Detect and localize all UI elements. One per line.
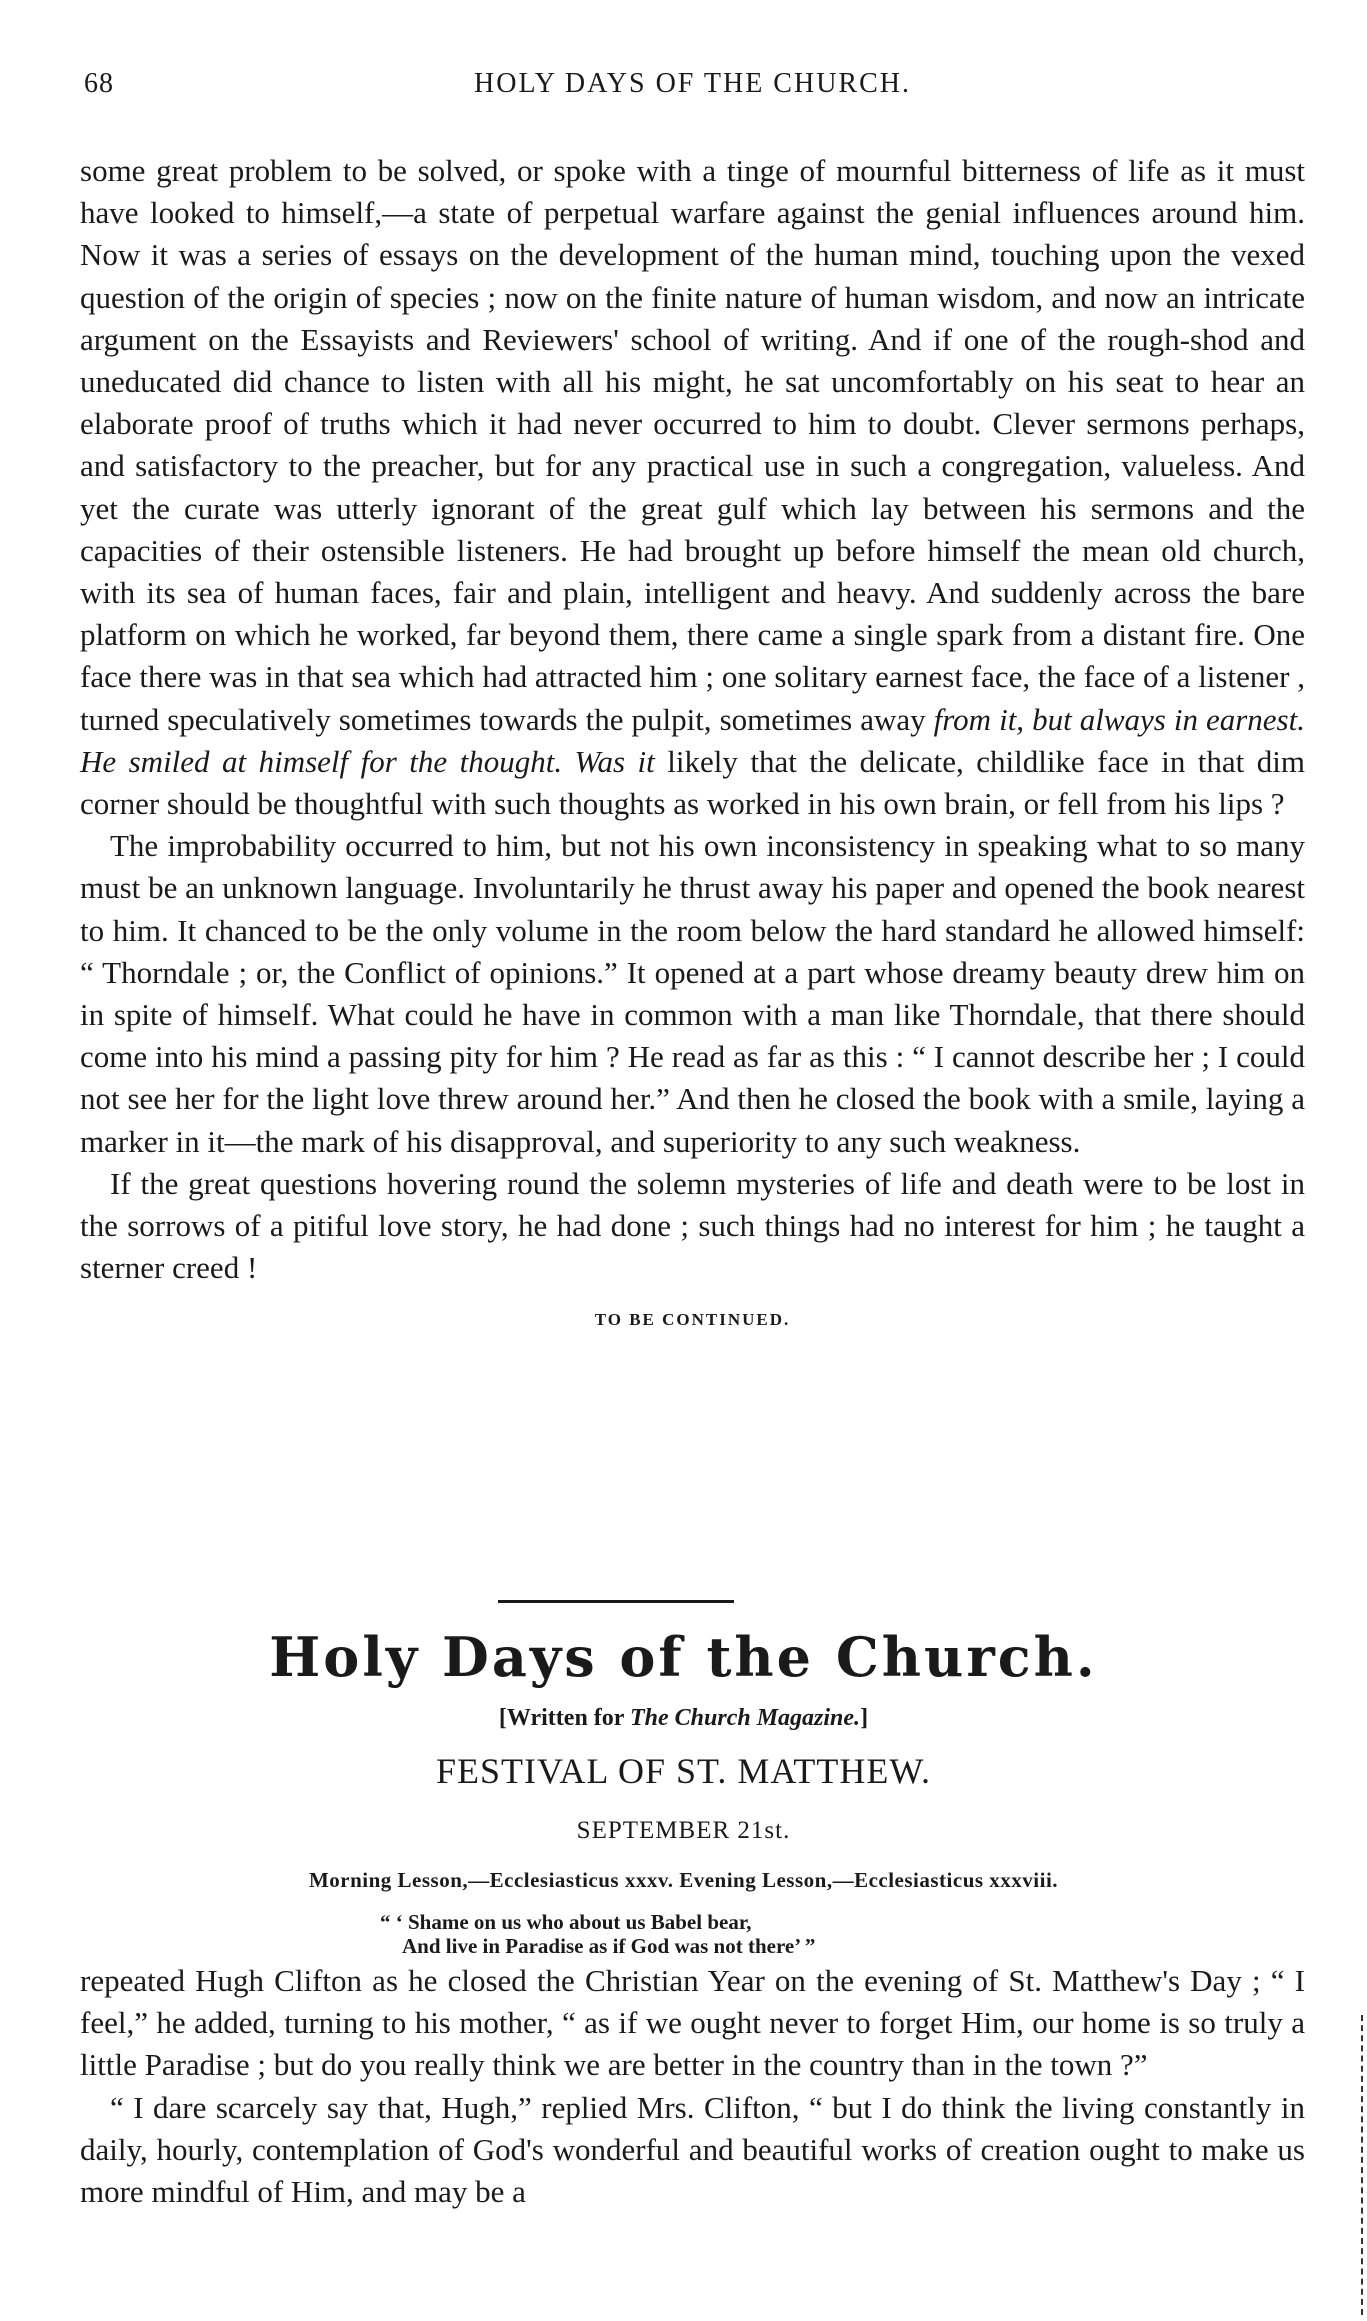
section-divider-rule [498, 1600, 734, 1603]
magazine-name: The Church Magazine. [630, 1705, 861, 1731]
story-continuation [80, 150, 1305, 1362]
festival-text [80, 1960, 1305, 2213]
quote-line-2: And live in Paradise as if God was not there’ ” [402, 1934, 816, 1958]
running-title: HOLY DAYS OF THE CHURCH. [474, 68, 911, 99]
quote-line-1: “ ‘ Shame on us who about us Babel bear, [380, 1910, 752, 1934]
section-blackletter-title: Holy Days of the Church. [269, 1625, 1098, 1689]
story-paragraph-3: If the great questions hovering round the solemn mysteries of life and death were to be lost in the sorrows of a pitiful love story, he had done ; such things had no interest for him ; he taught a sterner creed ! [80, 1165, 1305, 1286]
festival-paragraph-2: “ I dare scarcely say that, Hugh,” replied Mrs. Clifton, “ but I do think the living constantly in daily, hourly, contemplation of God's wonderful and beautiful works of creation ought to make us more mindful of Him, and may be a [80, 2089, 1305, 2210]
story-paragraph-1: some great problem to be solved, or spoke with a tinge of mournful bitterness of life as it must have looked to himself,—a state of perpetual warfare against the genial influences around him. Now it was a series of essays on the development of the human mind, touching upon the vexed question of the origin of species ; now on the finite nature of human wisdom, and now an intricate argument on the Essayists and Reviewers' school of writing. And if one of the rough-shod and uneducated did chance to listen with all his might, he sat uncomfortably on his seat to hear an elaborate proof of truths which it had never occurred to him to doubt. Clever sermons perhaps, and satisfactory to the preacher, but for any practical use in such a congregation, valueless. And yet the curate was utterly ignorant of the great gulf which lay between his sermons and the capacities of their ostensible listeners. He had brought up before himself the mean old church, with its sea of human faces, fair and plain, intelligent and heavy. And suddenly across the bare platform on which he worked, far beyond them, there came a single spark from a distant fire. One face there was in that sea which had attracted him ; one solitary earnest face, the face of a listener , turned speculatively sometimes towards the pulpit, sometimes away from it, but always in earnest. He smiled at himself for the thought. Was it likely that the delicate, childlike face in that dim corner should be thoughtful with such thoughts as worked in his own brain, or fell from his lips ? [80, 153, 1305, 822]
festival-date: SEPTEMBER 21st. [576, 1817, 791, 1844]
italic-run: from it, but always in earnest. He smiled at himself for the thought. Was it [80, 701, 1305, 779]
story-paragraph-2: The improbability occurred to him, but not his own inconsistency in speaking what to so many must be an unknown language. Involuntarily he thrust away his paper and opened the book nearest to him. It chanced to be the only volume in the room below the hard standard he allowed himself: “ Thorndale ; or, the Conflict of opinions.” It opened at a part whose dreamy beauty drew him on in spite of himself. What could he have in common with a man like Thorndale, that there should come into his mind a passing pity for him ? He read as far as this : “ I cannot describe her ; I could not see her for the light love threw around her.” And then he closed the book with a smile, laying a marker in it—the mark of his disapproval, and superiority to any such weakness. [80, 828, 1305, 1159]
lessons-line: Morning Lesson,—Ecclesiasticus xxxv. Evening Lesson,—Ecclesiasticus xxxviii. [308, 1868, 1059, 1892]
page-edge-mark [1361, 2015, 1367, 2315]
to-be-continued: TO BE CONTINUED. [594, 1310, 791, 1330]
page-number: 68 [84, 68, 114, 99]
running-header [80, 68, 1305, 108]
epigraph-quote [380, 1910, 1100, 1958]
festival-paragraph-1: repeated Hugh Clifton as he closed the Christian Year on the evening of St. Matthew's Day ; “ I feel,” he added, turning to his mother, “ as if we ought never to forget Him, our home is so truly a little Paradise ; but do you really think we are better in the country than in the town ?” [80, 1963, 1305, 2083]
festival-title: FESTIVAL OF ST. MATTHEW. [435, 1751, 932, 1791]
written-for-note: [Written for The Church Magazine.] [498, 1705, 869, 1731]
